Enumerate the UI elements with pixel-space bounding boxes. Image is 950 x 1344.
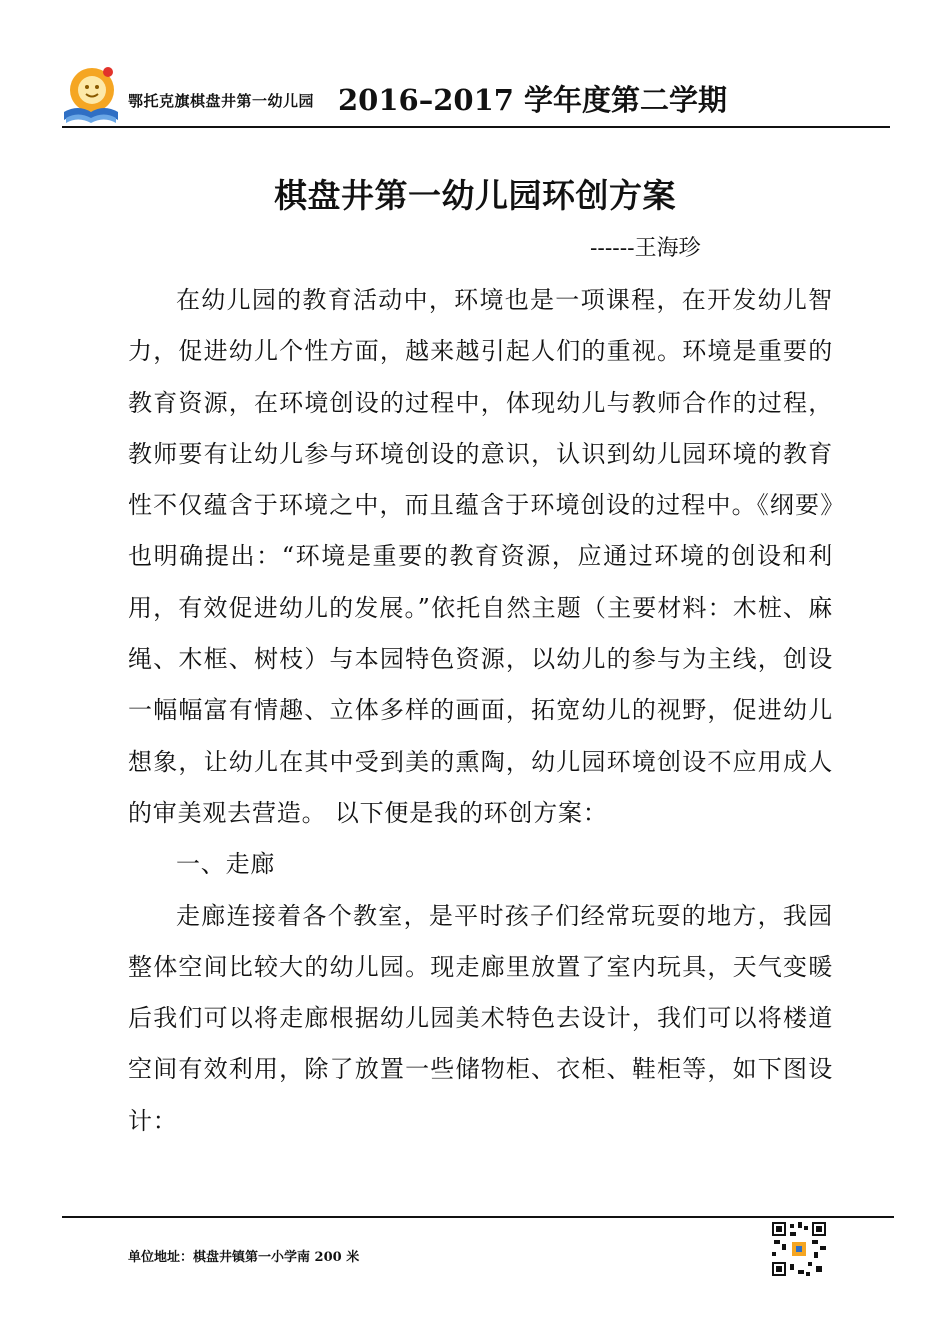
- document-author: ------王海珍: [590, 236, 701, 261]
- term-title: 2016–2017 学年度第二学期: [338, 83, 728, 117]
- paragraph-corridor: 走廊连接着各个教室，是平时孩子们经常玩耍的地方，我园整体空间比较大的幼儿园。现走廊里放置了室内玩具，天气变暖后我们可以将走廊根据幼儿园美术特色去设计，我们可以将楼道空间有效利用，除了放置一些储物柜、衣柜、鞋柜等，如下图设计：: [128, 901, 833, 1135]
- school-name: 鄂托克旗棋盘井第一幼儿园: [128, 92, 315, 110]
- footer-divider: [62, 1216, 894, 1218]
- qr-code-icon: [772, 1222, 826, 1276]
- section-heading-corridor: 一、走廊: [176, 850, 276, 879]
- footer-address: 单位地址：棋盘井镇第一小学南 200 米: [128, 1250, 360, 1265]
- paragraph-intro: 在幼儿园的教育活动中，环境也是一项课程，在开发幼儿智力，促进幼儿个性方面，越来越引起人们的重视。环境是重要的教育资源，在环境创设的过程中，体现幼儿与教师合作的过程，教师要有让幼儿参与环境创设的意识，认识到幼儿园环境的教育性不仅蕴含于环境之中，而且蕴含于环境创设的过程中。《纲要》也明确提出：“环境是重要的教育资源，应通过环境的创设和利用，有效促进幼儿的发展。”依托自然主题（主要材料：木桩、麻绳、木框、树枝）与本园特色资源，以幼儿的参与为主线，创设一幅幅富有情趣、立体多样的画面，拓宽幼儿的视野，促进幼儿想象，让幼儿在其中受到美的熏陶，幼儿园环境创设不应用成人的审美观去营造。 以下便是我的环创方案：: [128, 286, 833, 827]
- school-logo-icon: [58, 62, 124, 128]
- header-divider: [62, 126, 890, 128]
- document-body: [128, 275, 833, 1147]
- document-title: 棋盘井第一幼儿园环创方案: [274, 176, 676, 215]
- page-header: [0, 0, 950, 132]
